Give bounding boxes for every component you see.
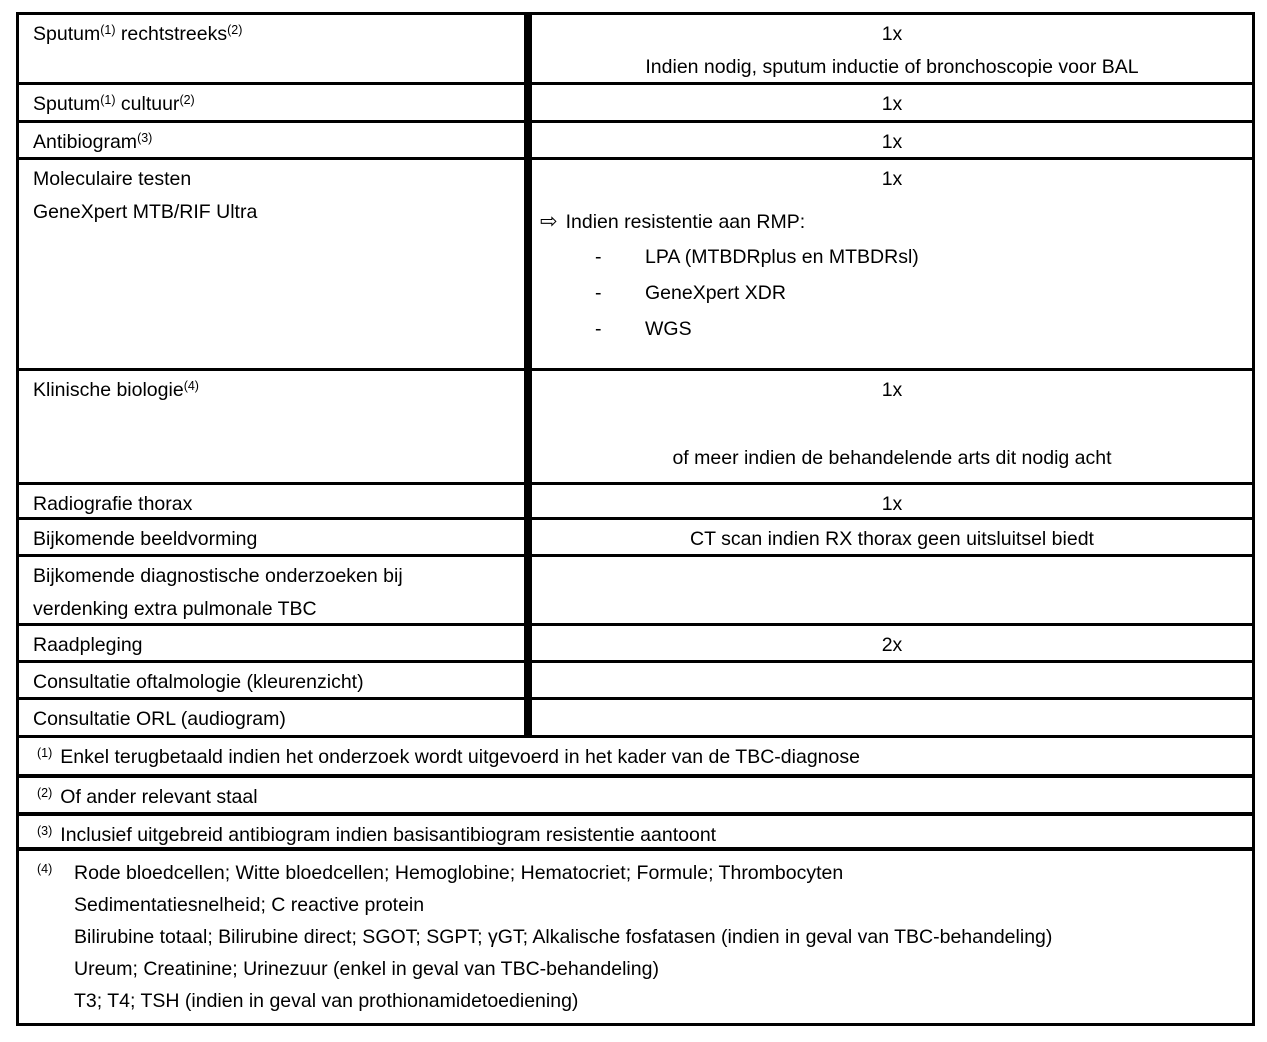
- label-line: GeneXpert MTB/RIF Ultra: [33, 201, 258, 223]
- footnote-line: Rode bloedcellen; Witte bloedcellen; Hemoglobine; Hematocriet; Formule; Thrombocyten: [74, 862, 844, 884]
- arrow-right-icon: ⇨: [540, 210, 558, 233]
- value-sputum-rechtstreeks: [532, 15, 1252, 82]
- row-sputum-rechtstreeks: [19, 15, 1252, 85]
- frequency-value: 1x: [881, 23, 903, 45]
- row-klinische-biologie: [19, 371, 1252, 485]
- row-consultatie-oftalmologie: [19, 663, 1252, 700]
- footnote-ref-3: (3): [137, 131, 153, 145]
- label-text: cultuur: [115, 93, 180, 115]
- row-radiografie-thorax: [19, 485, 1252, 520]
- frequency-note: of meer indien de behandelende arts dit nodig acht: [672, 447, 1112, 469]
- footnote-marker-text: (4): [37, 862, 53, 876]
- value-consultatie-orl: [532, 700, 1252, 735]
- footnote-4: [19, 851, 1252, 1023]
- footnote-2: [19, 778, 1252, 816]
- label-text: rechtstreeks: [115, 23, 228, 45]
- bullet-item: [532, 239, 1252, 275]
- footnote-ref-2: (2): [227, 23, 243, 37]
- label-line: Bijkomende diagnostische onderzoeken bij: [33, 565, 403, 587]
- footnote-line: Ureum; Creatinine; Urinezuur (enkel in geval van TBC-behandeling): [74, 958, 659, 980]
- frequency-note: CT scan indien RX thorax geen uitsluitsel biedt: [690, 528, 1094, 550]
- label-consultatie-orl: Consultatie ORL (audiogram): [19, 700, 532, 735]
- footnote-line: T3; T4; TSH (indien in geval van prothionamidetoediening): [74, 990, 579, 1012]
- label-text: Klinische biologie: [33, 379, 184, 401]
- frequency-value: 1x: [881, 131, 903, 153]
- label-klinische-biologie: [19, 371, 532, 482]
- label-text: Sputum: [33, 93, 101, 115]
- frequency-value: 1x: [881, 379, 903, 401]
- footnote-ref-1: (1): [100, 93, 116, 107]
- value-sputum-cultuur: [532, 85, 1252, 120]
- footnote-text: Enkel terugbetaald indien het onderzoek wordt uitgevoerd in het kader van de TBC-diagnose: [60, 746, 860, 768]
- footnote-marker: (1): [37, 746, 53, 760]
- frequency-note: Indien nodig, sputum inductie of bronchoscopie voor BAL: [645, 56, 1139, 78]
- label-bijkomende-diagnostiek: [19, 557, 532, 623]
- label-text: Antibiogram: [33, 131, 138, 153]
- label-line: verdenking extra pulmonale TBC: [33, 598, 317, 620]
- value-antibiogram: [532, 123, 1252, 157]
- value-raadpleging: [532, 626, 1252, 660]
- footnote-marker: (2): [37, 786, 53, 800]
- bullet-text: WGS: [645, 318, 692, 340]
- value-consultatie-oftalmologie: [532, 663, 1252, 697]
- footnote-line: Sedimentatiesnelheid; C reactive protein: [74, 894, 425, 916]
- value-bijkomende-diagnostiek: [532, 557, 1252, 623]
- bullet-text: GeneXpert XDR: [645, 282, 786, 304]
- bullet-item: [532, 311, 1252, 347]
- row-bijkomende-beeldvorming: [19, 520, 1252, 557]
- bullet-item: [532, 275, 1252, 311]
- frequency-value: 2x: [881, 634, 903, 656]
- row-bijkomende-diagnostiek: [19, 557, 1252, 626]
- condition-line: [532, 205, 1252, 239]
- bullet-text: LPA (MTBDRplus en MTBDRsl): [645, 246, 919, 268]
- footnote-line: Bilirubine totaal; Bilirubine direct; SGOT; SGPT; γGT; Alkalische fosfatasen (indien in geval van TBC-behandeling): [74, 926, 1053, 948]
- label-sputum-rechtstreeks: [19, 15, 532, 82]
- label-bijkomende-beeldvorming: Bijkomende beeldvorming: [19, 520, 532, 554]
- dash-marker: -: [595, 318, 602, 340]
- dash-marker: -: [595, 282, 602, 304]
- value-klinische-biologie: [532, 371, 1252, 482]
- label-text: Sputum: [33, 23, 101, 45]
- footnote-ref-4: (4): [183, 379, 199, 393]
- row-raadpleging: [19, 626, 1252, 663]
- value-radiografie-thorax: [532, 485, 1252, 517]
- footnote-text: Inclusief uitgebreid antibiogram indien basisantibiogram resistentie aantoont: [60, 824, 717, 846]
- condition-text: Indien resistentie aan RMP:: [565, 211, 806, 233]
- footnote-text: Of ander relevant staal: [60, 786, 258, 808]
- value-moleculaire-testen: [532, 160, 1252, 368]
- footnote-1: [19, 738, 1252, 778]
- label-raadpleging: Raadpleging: [19, 626, 532, 660]
- value-bijkomende-beeldvorming: [532, 520, 1252, 554]
- label-antibiogram: [19, 123, 532, 157]
- frequency-value: 1x: [881, 168, 903, 190]
- label-sputum-cultuur: [19, 85, 532, 120]
- dash-marker: -: [595, 246, 602, 268]
- footnote-marker: [37, 857, 74, 1017]
- frequency-value: 1x: [881, 493, 903, 515]
- row-consultatie-orl: [19, 700, 1252, 738]
- label-consultatie-oftalmologie: Consultatie oftalmologie (kleurenzicht): [19, 663, 532, 697]
- footnote-lines: [74, 857, 1242, 1017]
- footnote-ref-2: (2): [179, 93, 195, 107]
- frequency-value: 1x: [881, 93, 903, 115]
- row-sputum-cultuur: [19, 85, 1252, 123]
- footnote-marker: (3): [37, 824, 53, 838]
- footnote-3: [19, 816, 1252, 851]
- footnote-ref-1: (1): [100, 23, 116, 37]
- row-antibiogram: [19, 123, 1252, 160]
- row-moleculaire-testen: [19, 160, 1252, 371]
- label-radiografie-thorax: Radiografie thorax: [19, 485, 532, 517]
- label-moleculaire-testen: [19, 160, 532, 368]
- tbc-diagnostics-table: [16, 12, 1255, 1026]
- label-line: Moleculaire testen: [33, 168, 192, 190]
